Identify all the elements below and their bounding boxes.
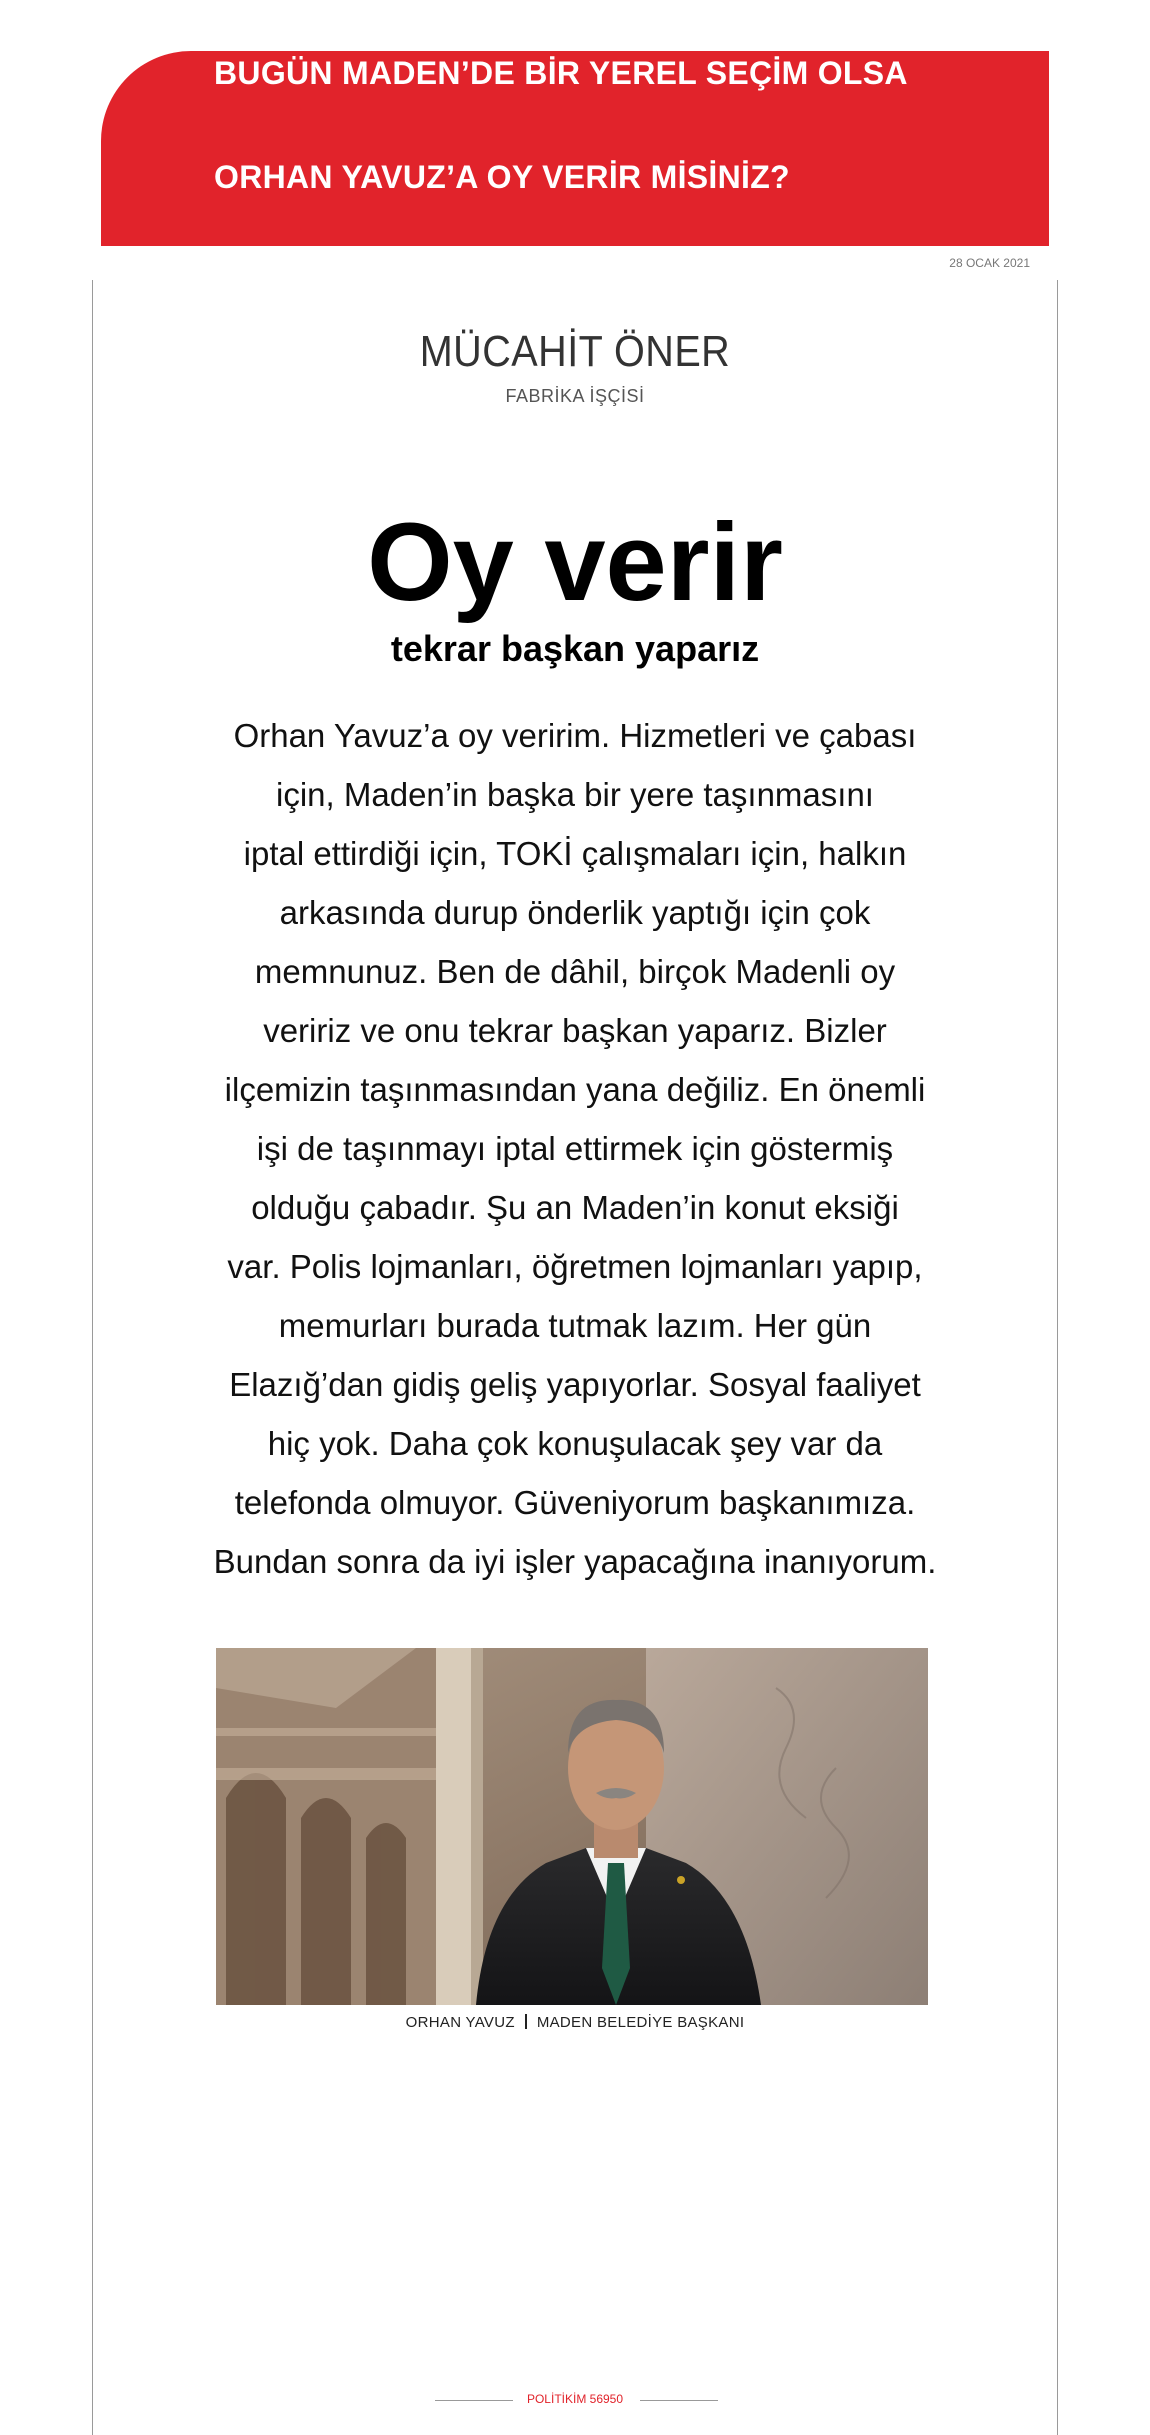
photo-caption (0, 2014, 1150, 2031)
footer-code: POLİTİKİM 56950 (526, 2392, 624, 2406)
caption-separator (525, 2014, 527, 2029)
body-line: Bundan sonra da iyi işler yapacağına inanıyorum. (213, 1543, 937, 1580)
body-line: var. Polis lojmanları, öğretmen lojmanları yapıp, (227, 1248, 923, 1285)
portrait-illustration (216, 1648, 928, 2005)
author-role: FABRİKA İŞÇİSİ (505, 386, 645, 406)
body-line: ilçemizin taşınmasından yana değiliz. En önemli (224, 1071, 926, 1108)
caption-title: MADEN BELEDİYE BAŞKANI (536, 2014, 745, 2031)
body-line: telefonda olmuyor. Güveniyorum başkanımıza. (234, 1484, 916, 1521)
banner-question-line-1: BUGÜN MADEN’DE BİR YEREL SEÇİM OLSA (214, 55, 908, 91)
body-line: Orhan Yavuz’a oy veririm. Hizmetleri ve çabası (233, 717, 917, 754)
body-line: iptal ettirdiği için, TOKİ çalışmaları için, halkın (243, 835, 907, 872)
banner-question-line-2: ORHAN YAVUZ’A OY VERİR MİSİNİZ? (214, 159, 790, 195)
mayor-portrait-photo (216, 1648, 928, 2005)
article-headline: Oy verir (367, 501, 783, 624)
body-line: işi de taşınmayı iptal ettirmek için göstermiş (256, 1130, 894, 1167)
caption-name: ORHAN YAVUZ (405, 2014, 515, 2031)
publish-date: 28 OCAK 2021 (949, 256, 1030, 270)
article-body (200, 706, 950, 1591)
body-line: Elazığ’dan gidiş geliş yapıyorlar. Sosyal faaliyet (229, 1366, 921, 1403)
body-line: veririz ve onu tekrar başkan yaparız. Bizler (263, 1012, 887, 1049)
body-line: memnunuz. Ben de dâhil, birçok Madenli oy (254, 953, 896, 990)
article-subheadline: tekrar başkan yaparız (390, 628, 760, 669)
author-name: MÜCAHİT ÖNER (419, 327, 731, 376)
body-line: hiç yok. Daha çok konuşulacak şey var da (267, 1425, 883, 1462)
body-line: için, Maden’in başka bir yere taşınmasını (276, 776, 874, 813)
body-line: memurları burada tutmak lazım. Her gün (278, 1307, 872, 1344)
body-line: arkasında durup önderlik yaptığı için çok (279, 894, 871, 931)
body-line: olduğu çabadır. Şu an Maden’in konut eksiği (251, 1189, 899, 1226)
